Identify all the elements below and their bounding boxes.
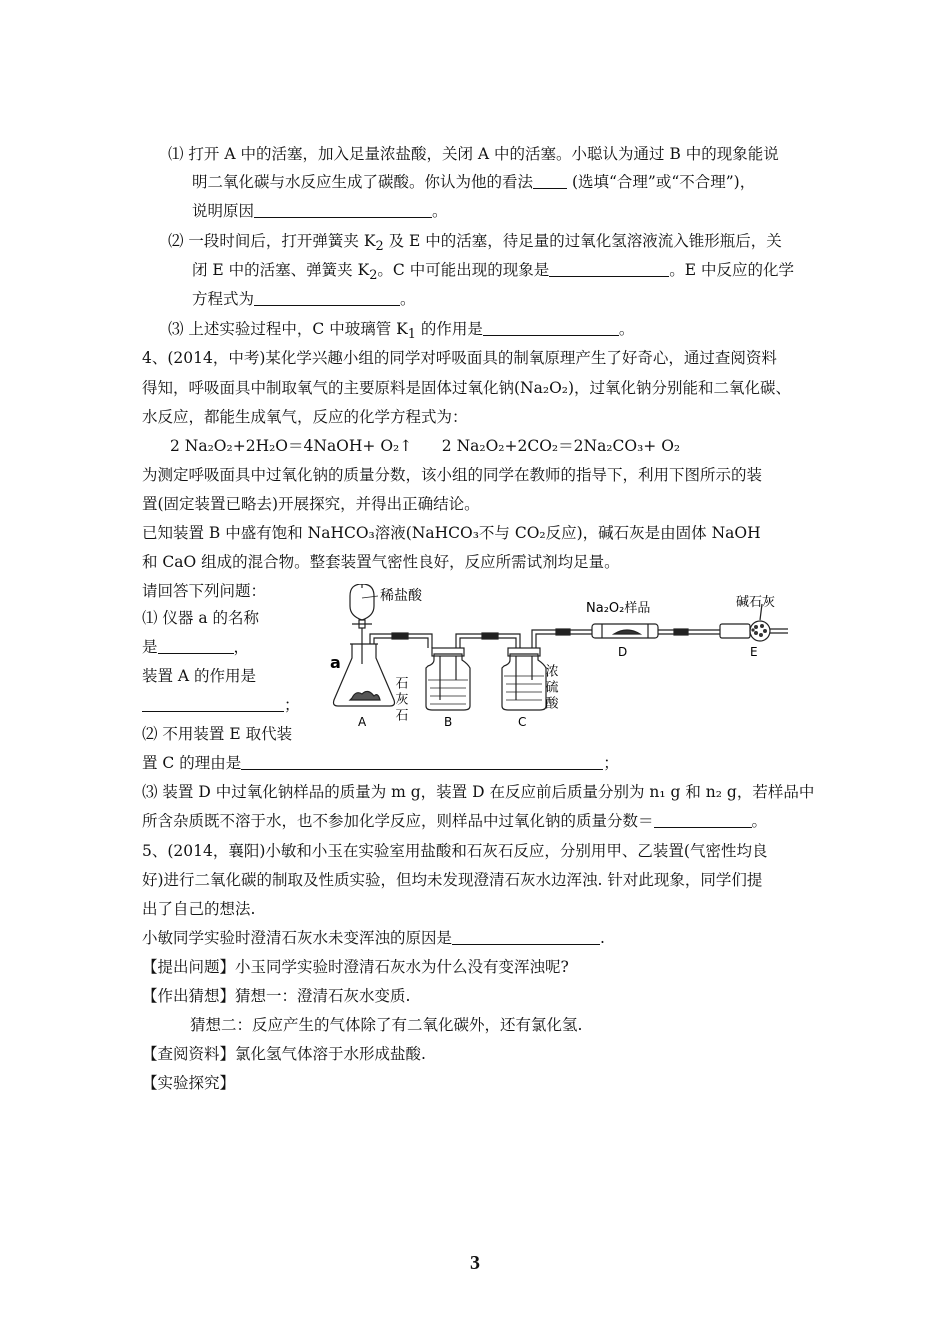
q5-hypothesis-1: 【作出猜想】猜想一：澄清石灰水变质.: [142, 987, 411, 1005]
q5-line3: 出了自己的想法.: [142, 900, 256, 918]
label-soda-lime: 碱石灰: [736, 595, 776, 610]
label-C: C: [518, 715, 527, 729]
q4-intro-line2: 得知，呼吸面具中制取氧气的主要原料是固体过氧化钠(Na₂O₂)，过氧化钠分别能和二氧化碳、: [142, 379, 792, 397]
answer-blank[interactable]: [158, 637, 234, 654]
answer-blank[interactable]: [549, 260, 669, 277]
label-E: E: [750, 645, 758, 659]
q4-sub2-line1: ⑵ 不用装置 E 取代装: [142, 725, 293, 743]
answer-blank[interactable]: [654, 811, 752, 828]
q4-sub1-line1: ⑴ 仪器 a 的名称: [142, 609, 260, 627]
bottle-b: [426, 654, 470, 710]
q4-sub2-line2: 置 C 的理由是 ；: [142, 754, 619, 772]
label-B: B: [444, 715, 453, 729]
q5-line4: 小敏同学实验时澄清石灰水未变浑浊的原因是 .: [142, 929, 605, 947]
label-conc-acid: 浓硫酸: [542, 664, 558, 712]
q4-sub3-line2: 所含杂质既不溶于水，也不参加化学反应，则样品中过氧化钠的质量分数＝ 。: [142, 812, 768, 830]
q4-sub1-line2: 是 ，: [142, 638, 250, 656]
q4-sub1-line4: ；: [142, 694, 300, 716]
q4-intro-line6: 置(固定装置已略去)开展探究，并得出正确结论。: [142, 495, 480, 513]
q5-hypothesis-2: 猜想二：反应产生的气体除了有二氧化碳外，还有氯化氢.: [190, 1016, 583, 1034]
q3-part2-line1: ⑵ 一段时间后，打开弹簧夹 $K_2$ 及 E 中的活塞，待足量的过氧化氢溶液流入锥形瓶后，关: [168, 232, 782, 255]
q5-line1: 5、(2014，襄阳)小敏和小玉在实验室用盐酸和石灰石反应，分别用甲、乙装置(气密性均良: [142, 842, 768, 860]
label-na2o2-sample: Na₂O₂样品: [586, 601, 651, 616]
q5-raise-question: 【提出问题】小玉同学实验时澄清石灰水为什么没有变浑浊呢?: [142, 958, 569, 976]
q4-sub3-line1: ⑶ 装置 D 中过氧化钠样品的质量为 m g，装置 D 在反应前后质量分别为 n₁ g 和 n₂ g，若样品中: [142, 783, 815, 801]
answer-blank[interactable]: [142, 695, 284, 712]
bottle-c: [502, 654, 546, 710]
answer-blank[interactable]: [254, 201, 432, 218]
q4-equations: 2 Na₂O₂+2H₂O＝4NaOH+ O₂↑ 2 Na₂O₂+2CO₂＝2Na₂CO₃+ O₂: [170, 437, 681, 455]
q5-experiment-heading: 【实验探究】: [142, 1074, 236, 1092]
q3-part2-line2: 闭 E 中的活塞、弹簧夹 $K_2$。C 中可能出现的现象是 。E 中反应的化学: [192, 261, 794, 284]
label-A: A: [358, 715, 367, 729]
q5-line2: 好)进行二氧化碳的制取及性质实验，但均未发现澄清石灰水边浑浊. 针对此现象，同学们提: [142, 871, 763, 889]
q3-part3: ⑶ 上述实验过程中，C 中玻璃管 $K_1$ 的作用是 。: [168, 320, 635, 343]
q4-intro-line8: 和 CaO 组成的混合物。整套装置气密性良好，反应所需试剂均足量。: [142, 553, 620, 571]
q3-part1-line2: 明二氧化碳与水反应生成了碳酸。你认为他的看法 (选填“合理”或“不合理”)，: [192, 173, 756, 191]
label-a: a: [330, 653, 341, 672]
answer-blank[interactable]: [254, 289, 400, 306]
q5-reference-info: 【查阅资料】氯化氢气体溶于水形成盐酸.: [142, 1045, 426, 1063]
label-D: D: [618, 645, 628, 659]
q3-part2-line3: 方程式为 。: [192, 290, 416, 308]
separatory-funnel: [350, 584, 374, 620]
answer-blank[interactable]: [483, 319, 619, 336]
q4-intro-line1: 4、(2014，中考)某化学兴趣小组的同学对呼吸面具的制氧原理产生了好奇心，通过查阅资料: [142, 349, 777, 367]
q3-part1-line3: 说明原因 。: [192, 202, 448, 220]
drying-tube-e: [720, 624, 750, 638]
q4-sub1-line3: 装置 A 的作用是: [142, 667, 257, 685]
q4-intro-line3: 水反应，都能生成氧气，反应的化学方程式为：: [142, 408, 468, 426]
q4-intro-line9: 请回答下列问题：: [142, 582, 267, 600]
q3-part1-line1: ⑴ 打开 A 中的活塞，加入足量浓盐酸，关闭 A 中的活塞。小聪认为通过 B 中的现象能说: [168, 145, 779, 163]
label-dilute-hcl: 稀盐酸: [380, 588, 422, 604]
answer-blank[interactable]: [241, 753, 603, 770]
label-limestone: 石灰石: [392, 676, 408, 724]
apparatus-diagram: [322, 584, 802, 734]
page-number: 3: [470, 1252, 480, 1274]
answer-blank[interactable]: [533, 172, 567, 189]
q4-intro-line7: 已知装置 B 中盛有饱和 NaHCO₃溶液(NaHCO₃不与 CO₂反应)，碱石灰是由固体 NaOH: [142, 524, 761, 542]
answer-blank[interactable]: [452, 928, 600, 945]
q4-intro-line5: 为测定呼吸面具中过氧化钠的质量分数，该小组的同学在教师的指导下，利用下图所示的装: [142, 466, 763, 484]
